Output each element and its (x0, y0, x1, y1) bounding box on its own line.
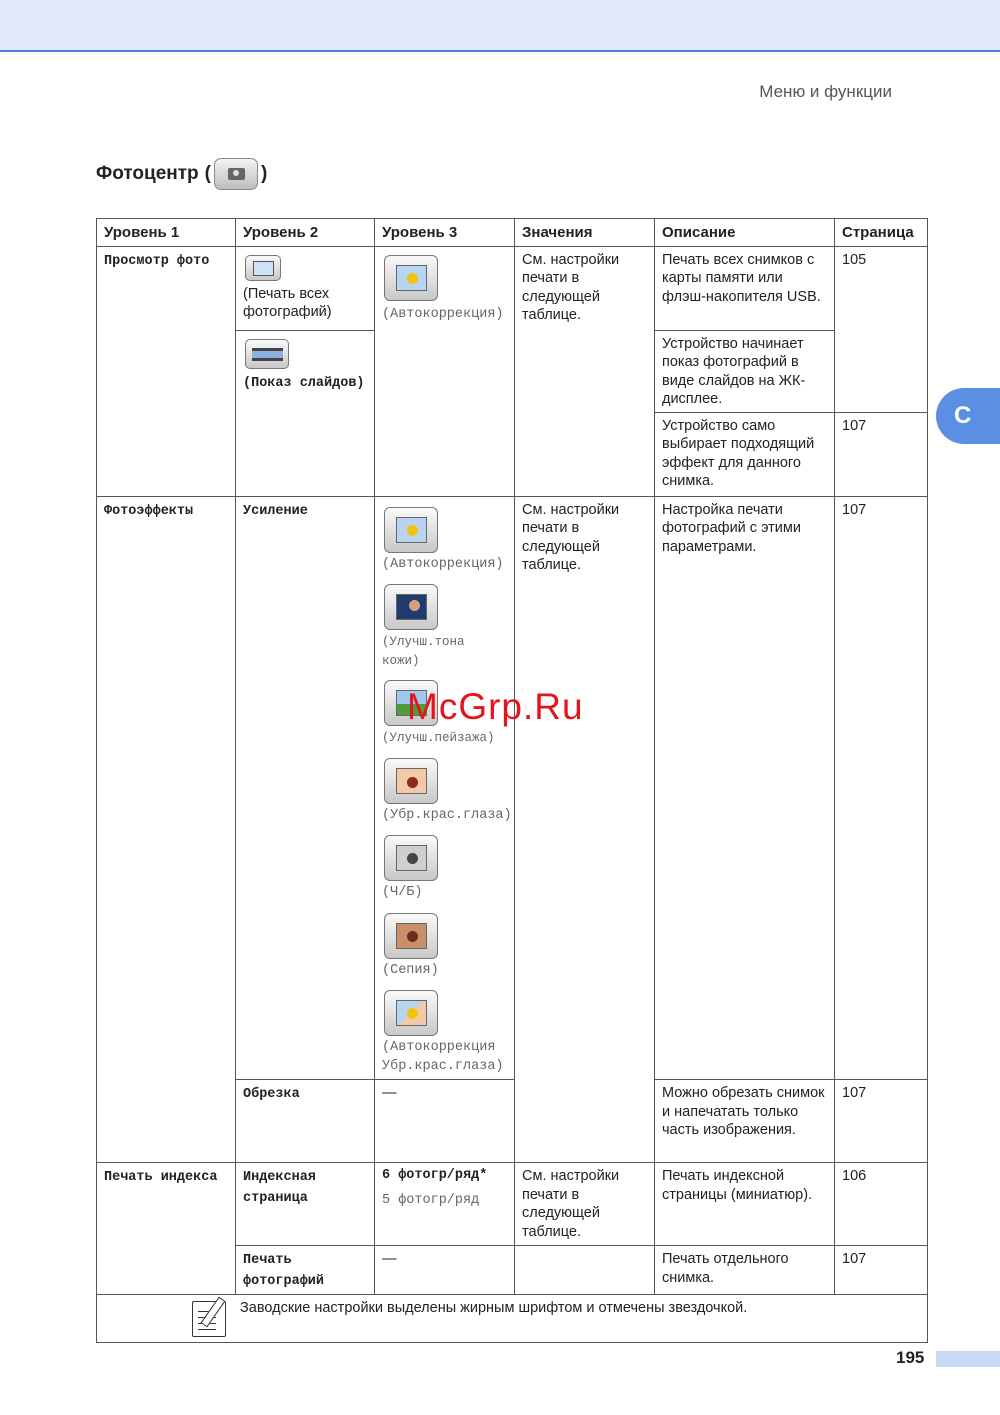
cell-level1 (97, 496, 236, 1163)
cell-values (515, 246, 655, 496)
desc-auto: Устройство само выбирает подходящий эффект для данного снимка. (662, 417, 815, 489)
cell-description (655, 1246, 835, 1295)
auto-red-eye-icon (384, 990, 438, 1036)
auto-correct-label: (Автокоррекция) (382, 306, 504, 322)
effect-option: (Автокоррекция) (382, 556, 504, 572)
cell-page (835, 1080, 928, 1163)
auto-correct-icon (384, 507, 438, 553)
desc-effects: Настройка печати фотографий с этими параметрами. (662, 501, 801, 555)
print-photos-dash: — (382, 1251, 397, 1267)
watermark: McGrp.Ru (407, 686, 584, 727)
effect-option: (Ч/Б) (382, 885, 423, 900)
page-105: 105 (842, 251, 867, 268)
title-open-paren: ( (204, 163, 211, 184)
level2-enhance: Усиление (243, 503, 308, 519)
cell-page (835, 496, 928, 1080)
cell-description (655, 412, 835, 496)
cell-description (655, 246, 835, 330)
camera-button-icon (214, 158, 258, 190)
level2-index-page: Индексная страница (243, 1170, 316, 1206)
note (104, 1299, 920, 1337)
cell-page (835, 1246, 928, 1295)
page-effects: 107 (842, 501, 867, 518)
level2-print-photos: Печать фотографий (243, 1253, 325, 1289)
level1-effects: Фотоэффекты (104, 503, 194, 519)
cell-level2 (236, 1163, 375, 1246)
cell-level2 (236, 1246, 375, 1295)
cell-description (655, 496, 835, 1080)
table-row (97, 496, 928, 1080)
cell-page (835, 412, 928, 496)
page-title (96, 158, 267, 190)
cell-level3 (375, 1163, 515, 1246)
menu-table (96, 218, 928, 1343)
cell-note (97, 1295, 928, 1343)
desc-print-all: Печать всех снимков с карты памяти или флэш-накопителя USB. (662, 251, 821, 305)
cell-values (515, 496, 655, 1163)
skin-tone-icon (384, 584, 438, 630)
cell-level1 (97, 1163, 236, 1295)
table-row (97, 1163, 928, 1246)
page-crop: 107 (842, 1085, 867, 1101)
table-row (97, 246, 928, 330)
col-header-page: Страница (835, 219, 928, 247)
cell-description (655, 330, 835, 412)
cell-description (655, 1163, 835, 1246)
crop-dash: — (382, 1085, 397, 1101)
cell-level3 (375, 1246, 515, 1295)
black-white-icon (384, 835, 438, 881)
col-header-level1: Уровень 1 (97, 219, 236, 247)
effect-option: (Сепия) (382, 962, 439, 978)
index-default: 6 фотогр/ряд* (382, 1168, 488, 1183)
cell-level3 (375, 246, 515, 496)
slideshow-label: (Показ слайдов) (243, 375, 365, 391)
cell-level2 (236, 496, 375, 1080)
effect-option: (Убр.крас.глаза) (382, 807, 512, 823)
page-107: 107 (842, 417, 867, 434)
red-eye-icon (384, 758, 438, 804)
effect-option: (Улучш.тона кожи) (382, 635, 465, 668)
page-number-bar (936, 1351, 1000, 1367)
page-number: 195 (896, 1348, 925, 1367)
col-header-values: Значения (515, 219, 655, 247)
values-text: См. настройки печати в следующей таблице. (522, 251, 620, 323)
chapter-tab: C (936, 388, 1000, 444)
note-text: Заводские настройки выделены жирным шрифтом и отмечены звездочкой. (240, 1300, 748, 1316)
values-text: См. настройки печати в следующей таблице. (522, 501, 620, 573)
section-header: Меню и функции (759, 82, 892, 101)
desc-index: Печать индексной страницы (миниатюр). (662, 1168, 813, 1203)
cell-level1 (97, 246, 236, 496)
sepia-icon (384, 913, 438, 959)
effect-option: (Улучш.пейзажа) (382, 731, 495, 745)
page-print-photos: 107 (842, 1251, 867, 1267)
title-close-paren: ) (260, 163, 268, 184)
top-band (0, 0, 1000, 52)
note-row (97, 1295, 928, 1343)
level1-index: Печать индекса (104, 1170, 218, 1185)
print-all-label: (Печать всех фотографий) (243, 285, 332, 320)
cell-values (515, 1246, 655, 1295)
values-text: См. настройки печати в следующей таблице. (522, 1168, 620, 1240)
level1-view-photo: Просмотр фото (104, 253, 210, 269)
cell-description (655, 1080, 835, 1163)
cell-values (515, 1163, 655, 1246)
note-pencil-icon (192, 1301, 226, 1337)
cell-page (835, 246, 928, 412)
desc-slideshow: Устройство начинает показ фотографий в виде слайдов на ЖК-дисплее. (662, 335, 806, 407)
col-header-description: Описание (655, 219, 835, 247)
print-all-icon (245, 255, 281, 281)
col-header-level3: Уровень 3 (375, 219, 515, 247)
cell-level2 (236, 330, 375, 496)
cell-level3 (375, 496, 515, 1080)
cell-level2 (236, 1080, 375, 1163)
auto-correct-icon (384, 255, 438, 301)
slideshow-icon (245, 339, 289, 369)
cell-level3 (375, 1080, 515, 1163)
effect-option: (Автокоррекция Убр.крас.глаза) (382, 1040, 504, 1074)
cell-page (835, 1163, 928, 1246)
page-title-text: Фотоцентр (96, 163, 199, 184)
index-alt: 5 фотогр/ряд (382, 1192, 480, 1208)
desc-print-photos: Печать отдельного снимка. (662, 1251, 789, 1286)
cell-level2 (236, 246, 375, 330)
col-header-level2: Уровень 2 (236, 219, 375, 247)
page-index: 106 (842, 1168, 867, 1184)
level2-crop: Обрезка (243, 1087, 300, 1102)
table-header-row (97, 219, 928, 247)
desc-crop: Можно обрезать снимок и напечатать только часть изображения. (662, 1085, 825, 1138)
